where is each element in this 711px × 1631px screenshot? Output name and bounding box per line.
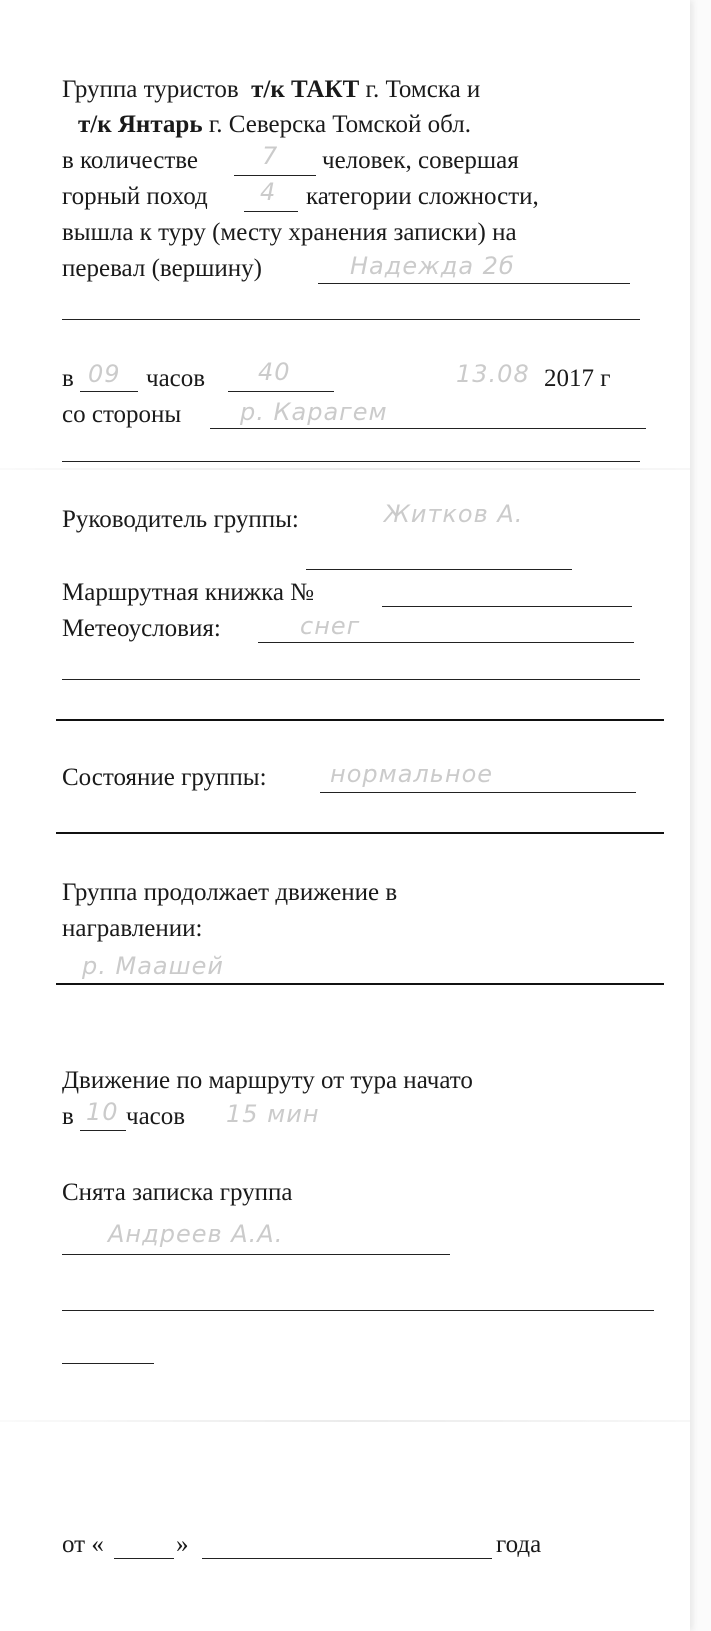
city-seversk: г. Северска Томской обл. (208, 111, 471, 138)
direction-label-2: награвлении: (62, 915, 203, 942)
time-in-label: в (62, 365, 74, 392)
movement-minutes-handwritten: 15 мин (226, 1100, 320, 1128)
footer-close-quote: » (176, 1531, 189, 1558)
leader-field[interactable] (306, 569, 572, 570)
minutes-handwritten: 40 (258, 358, 291, 386)
category-field[interactable] (244, 211, 298, 212)
direction-field[interactable] (56, 983, 664, 985)
removed-label: Снята записка группа (62, 1179, 293, 1206)
side-field-extra-line[interactable] (62, 461, 640, 462)
condition-label: Состояние группы: (62, 764, 267, 791)
count-handwritten: 7 (262, 142, 279, 170)
movement-hours-label: часов (126, 1103, 186, 1130)
side-handwritten: р. Карагем (240, 398, 388, 426)
route-book-label: Маршрутная книжка № (62, 579, 315, 606)
category-handwritten: 4 (260, 178, 277, 206)
removed-field-extra-line[interactable] (62, 1310, 654, 1311)
removed-handwritten: Андреев А.А. (108, 1220, 284, 1248)
pass-field-extra-line[interactable] (62, 319, 640, 320)
weather-label: Метеоусловия: (62, 615, 221, 642)
weather-field-extra-line[interactable] (62, 679, 640, 680)
movement-hours-field[interactable] (80, 1130, 126, 1131)
weather-field-extra-line-2[interactable] (56, 719, 664, 721)
route-book-field[interactable] (382, 606, 632, 607)
club-yantar: т/к Янтарь (78, 111, 203, 138)
city-tomsk: г. Томска и (365, 76, 481, 103)
header-line-2 (78, 110, 471, 140)
direction-handwritten: р. Маашей (82, 952, 224, 980)
footer-month-field[interactable] (202, 1558, 492, 1559)
direction-label-1: Группа продолжает движение в (62, 879, 398, 906)
category-label: категории сложности, (306, 183, 539, 210)
leader-handwritten: Житков А. (384, 500, 524, 528)
year-label: 2017 г (544, 365, 611, 392)
condition-field[interactable] (320, 792, 636, 793)
hours-label: часов (146, 365, 206, 392)
pass-handwritten: Надежда 2б (350, 252, 515, 280)
count-label: в количестве (62, 147, 199, 174)
footer-from-label: от « (62, 1531, 104, 1558)
movement-hours-handwritten: 10 (86, 1098, 119, 1126)
side-label: со стороны (62, 401, 182, 428)
date-handwritten: 13.08 (456, 360, 530, 388)
leader-label: Руководитель группы: (62, 506, 299, 533)
pass-field[interactable] (318, 283, 630, 284)
condition-field-extra-line[interactable] (56, 832, 664, 834)
hike-label: горный поход (62, 183, 208, 210)
movement-in-label: в (62, 1103, 74, 1130)
footer-year-label: года (496, 1531, 542, 1558)
group-label: Группа туристов (62, 76, 239, 103)
people-label: человек, совершая (322, 147, 519, 174)
minutes-field[interactable] (228, 391, 334, 392)
pass-label: перевал (вершину) (62, 255, 262, 282)
footer-day-field[interactable] (114, 1558, 174, 1559)
count-field[interactable] (234, 175, 316, 176)
club-takt: т/к ТАКТ (251, 76, 360, 103)
movement-label: Движение по маршруту от тура начато (62, 1067, 473, 1094)
side-field[interactable] (210, 428, 646, 429)
header-line-1 (62, 75, 480, 105)
fold-crease (0, 468, 690, 470)
condition-handwritten: нормальное (330, 760, 494, 788)
fold-crease (0, 1420, 690, 1422)
weather-field[interactable] (258, 642, 634, 643)
reached-label: вышла к туру (месту хранения записки) на (62, 219, 517, 246)
hours-handwritten: 09 (88, 360, 121, 388)
weather-handwritten: снег (300, 612, 361, 640)
hours-field[interactable] (80, 391, 138, 392)
removed-field[interactable] (62, 1254, 450, 1255)
removed-field-extra-line-2[interactable] (62, 1363, 154, 1364)
